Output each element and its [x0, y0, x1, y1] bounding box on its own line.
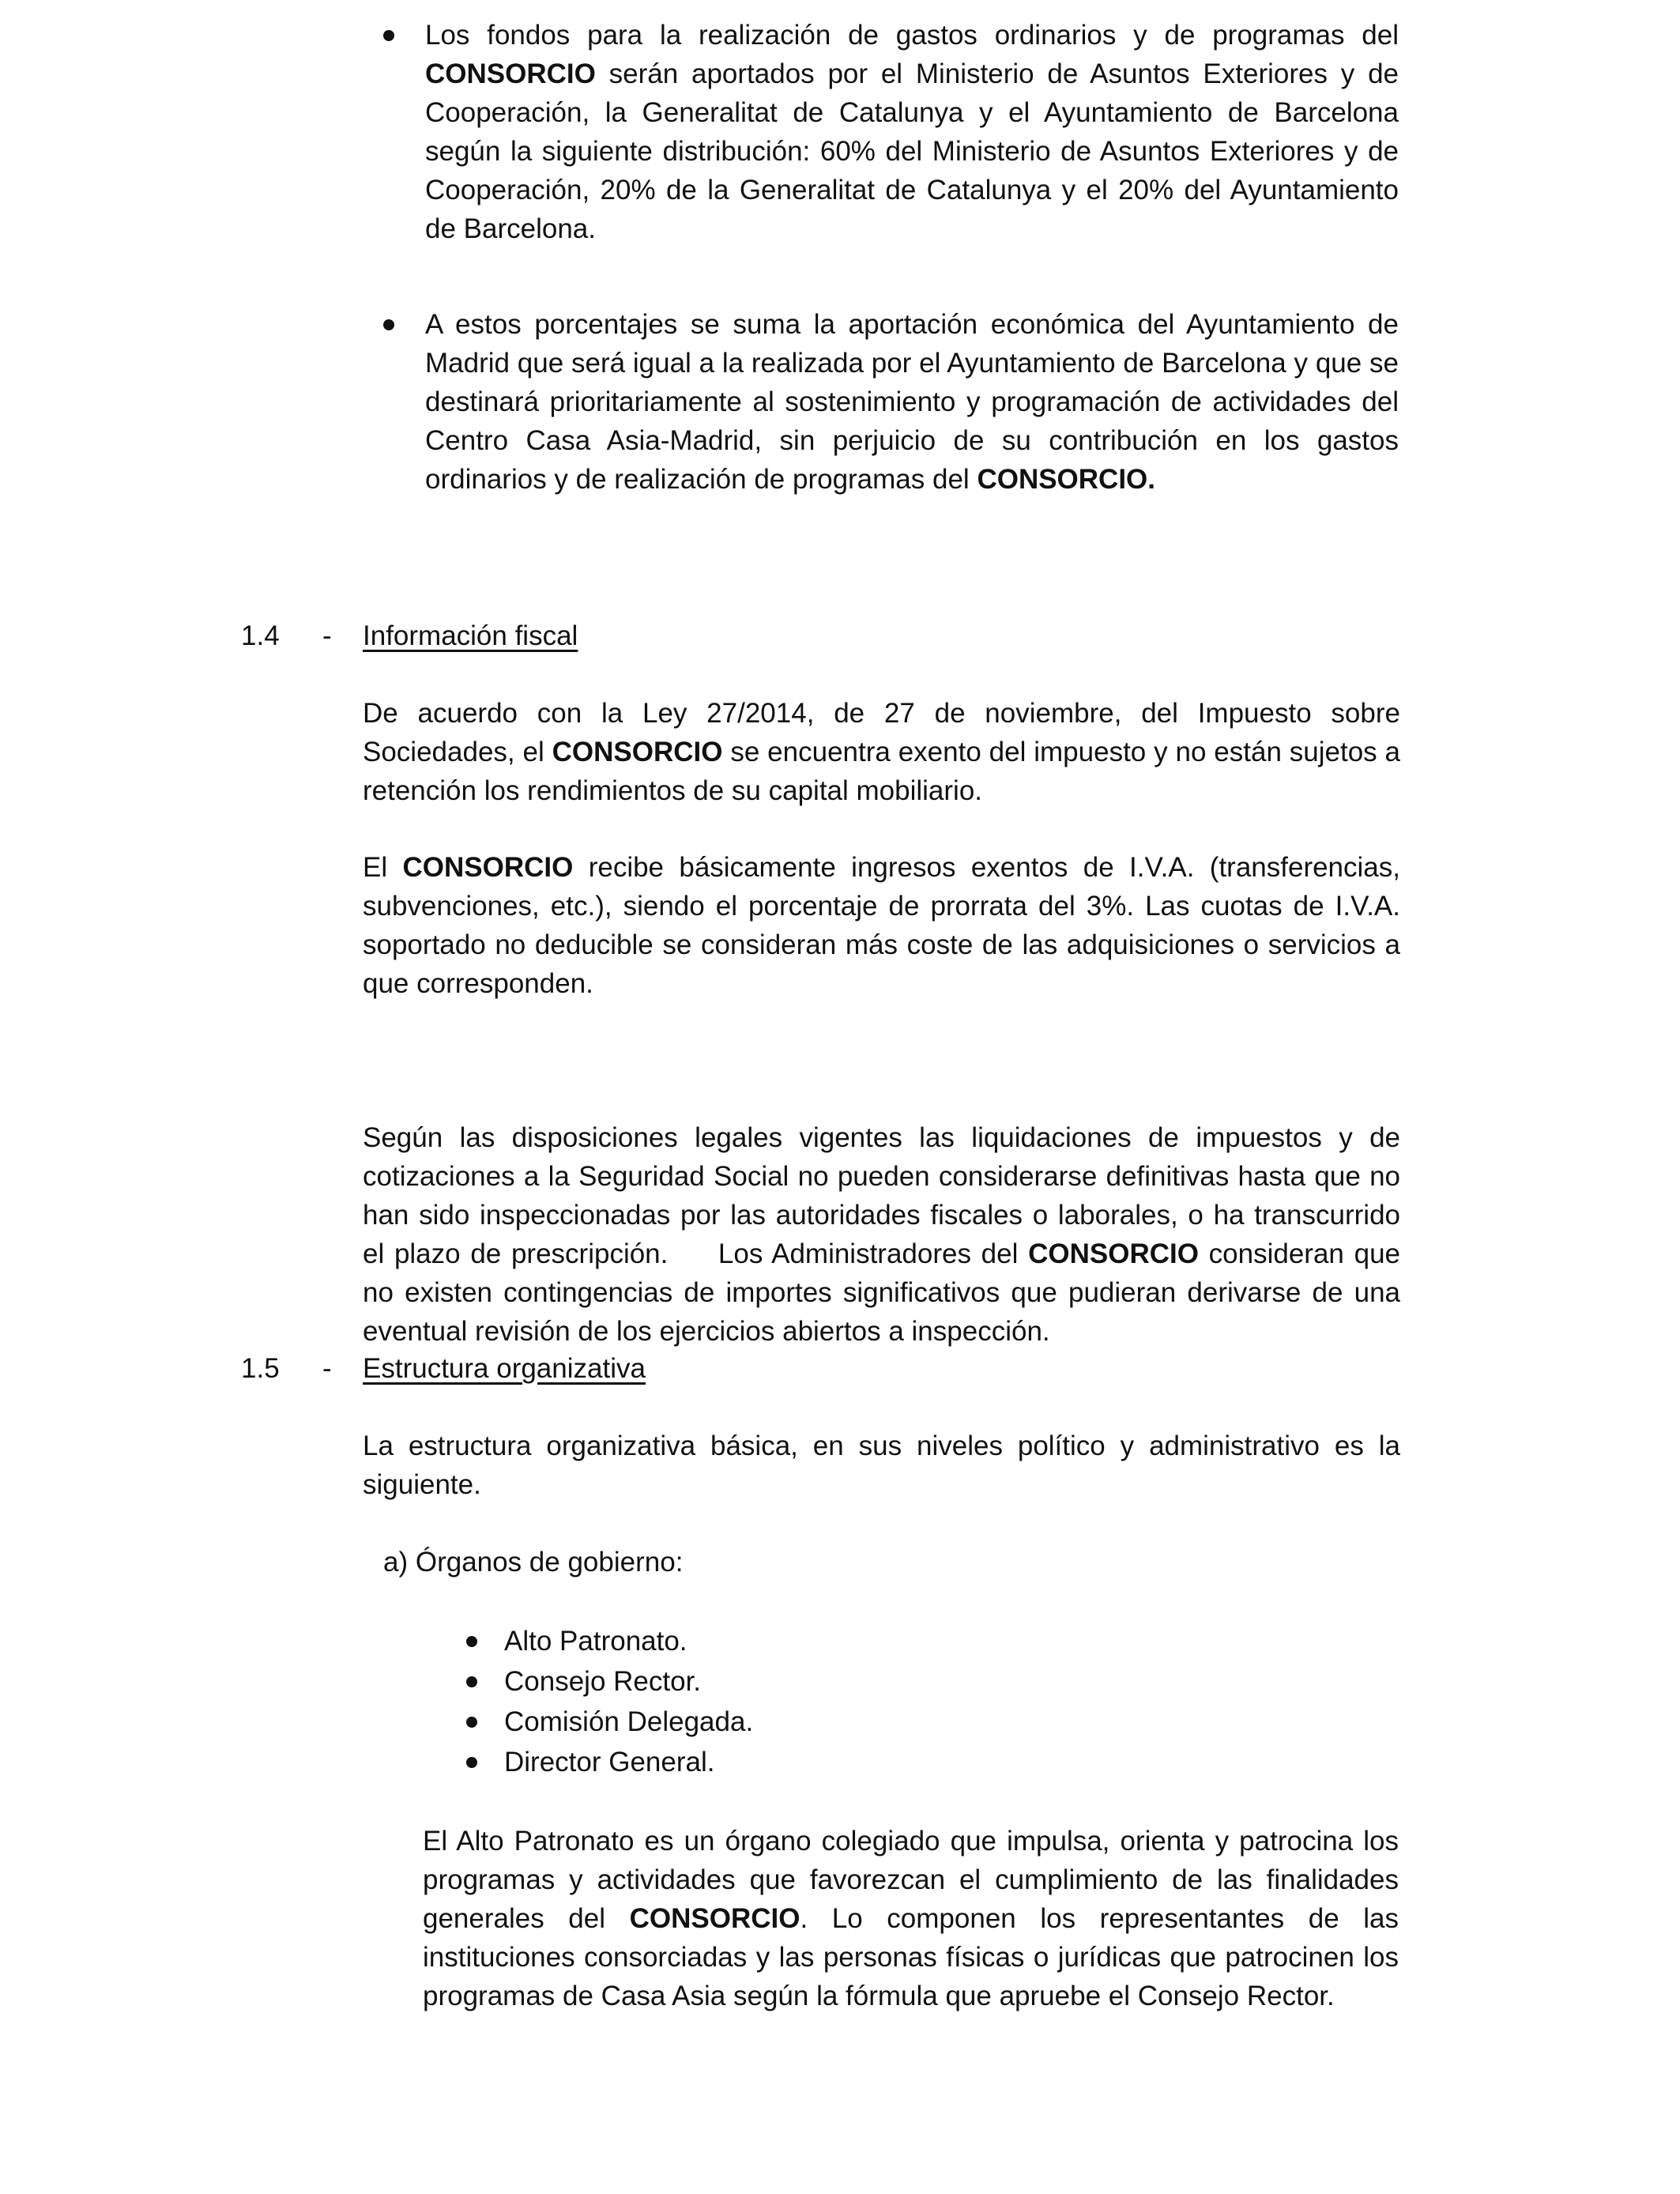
section-dash: - — [322, 1353, 332, 1384]
bullet-icon — [466, 1717, 477, 1728]
fiscal-paragraph-3 — [363, 1041, 1408, 1389]
bullet-emphasis: CONSORCIO. — [977, 464, 1156, 495]
bullet-paragraph-madrid — [425, 305, 1399, 499]
paragraph-text: El Alto Patronato es un órgano colegiado que impulsa, orienta y patrocina los programas y actividades que favorezcan el cumplimiento de las finalidades generales del — [423, 1826, 1399, 1934]
bullet-icon — [466, 1676, 477, 1687]
organ-list-item: Alto Patronato. — [504, 1626, 687, 1657]
paragraph-text: Según las disposiciones legales vigentes las liquidaciones de impuestos y de cotizaciones a la Seguridad Social no pueden considerarse definitivas hasta que no han sido inspeccionadas por las autoridades fiscales o laborales, o ha transcurrido el plazo de prescripción. Los Administradores del — [363, 1122, 1408, 1269]
bullet-text: A estos porcentajes se suma la aportación económica del Ayuntamiento de Madrid que será igual a la realizada por el Ayuntamiento de Barcelona y que se destinará prioritariamente al sostenimiento y programación de actividades del Centro Casa Asia-Madrid, sin perjuicio de su contribución en los gastos ordinarios y de realización de programas del — [425, 309, 1399, 495]
bullet-text: serán aportados por el Ministerio de Asuntos Exteriores y de Cooperación, la Generalitat de Catalunya y el Ayuntamiento de Barcelona según la siguiente distribución: 60% del Ministerio de Asuntos Exteriores y de Cooperación, 20% de la Generalitat de Catalunya y el 20% del Ayuntamiento de Barcelona. — [425, 58, 1399, 244]
bullet-icon — [466, 1757, 477, 1768]
paragraph-text: El — [363, 852, 403, 883]
fiscal-paragraph-2 — [363, 848, 1400, 1003]
bullet-text: Los fondos para la realización de gastos ordinarios y de programas del — [425, 20, 1399, 51]
paragraph-text: recibe básicamente ingresos exentos de I.V.A. (transferencias, subvenciones, etc.), siendo el porcentaje de prorrata del 3%. Las cuotas de I.V.A. soportado no deducible se consideran más coste de las adquisiciones o servicios a que corresponden. — [363, 852, 1400, 999]
section-number: 1.4 — [241, 620, 280, 651]
section-dash: - — [322, 620, 332, 651]
structure-intro: La estructura organizativa básica, en sus niveles político y administrativo es la siguiente. — [363, 1431, 1400, 1500]
paragraph-emphasis: CONSORCIO — [629, 1903, 800, 1934]
paragraph-text: . Lo componen los representantes de las instituciones consorciadas y las personas físicas o jurídicas que patrocinen los programas de Casa Asia según la fórmula que apruebe el Consejo Rector. — [423, 1903, 1399, 2011]
organ-list-item: Consejo Rector. — [504, 1666, 702, 1697]
fiscal-paragraph-1 — [363, 694, 1400, 810]
section-title: Estructura organizativa — [363, 1353, 646, 1384]
organ-list-item: Comisión Delegada. — [504, 1706, 754, 1737]
organ-list-item: Director General. — [504, 1747, 715, 1777]
subsection-heading: a) Órganos de gobierno: — [383, 1547, 684, 1578]
paragraph-emphasis: CONSORCIO — [1028, 1238, 1199, 1269]
section-title: Información fiscal — [363, 620, 578, 651]
bullet-paragraph-funding — [425, 16, 1399, 248]
paragraph-text: De acuerdo con la Ley 27/2014, de 27 de noviembre, del Impuesto sobre Sociedades, el — [363, 698, 1400, 767]
paragraph-emphasis: CONSORCIO — [552, 737, 723, 767]
bullet-emphasis: CONSORCIO — [425, 58, 596, 89]
bullet-icon — [466, 1636, 477, 1647]
bullet-icon — [383, 319, 394, 330]
bullet-icon — [383, 30, 394, 41]
paragraph-emphasis: CONSORCIO — [402, 852, 574, 883]
paragraph-text: se encuentra exento del impuesto y no están sujetos a retención los rendimientos de su capital mobiliario. — [363, 737, 1401, 806]
section-number: 1.5 — [241, 1353, 280, 1384]
paragraph-text: consideran que no existen contingencias de importes significativos que pudieran derivarse de una eventual revisión de los ejercicios abiertos a inspección. — [363, 1238, 1408, 1347]
alto-patronato-paragraph — [423, 1822, 1399, 2015]
